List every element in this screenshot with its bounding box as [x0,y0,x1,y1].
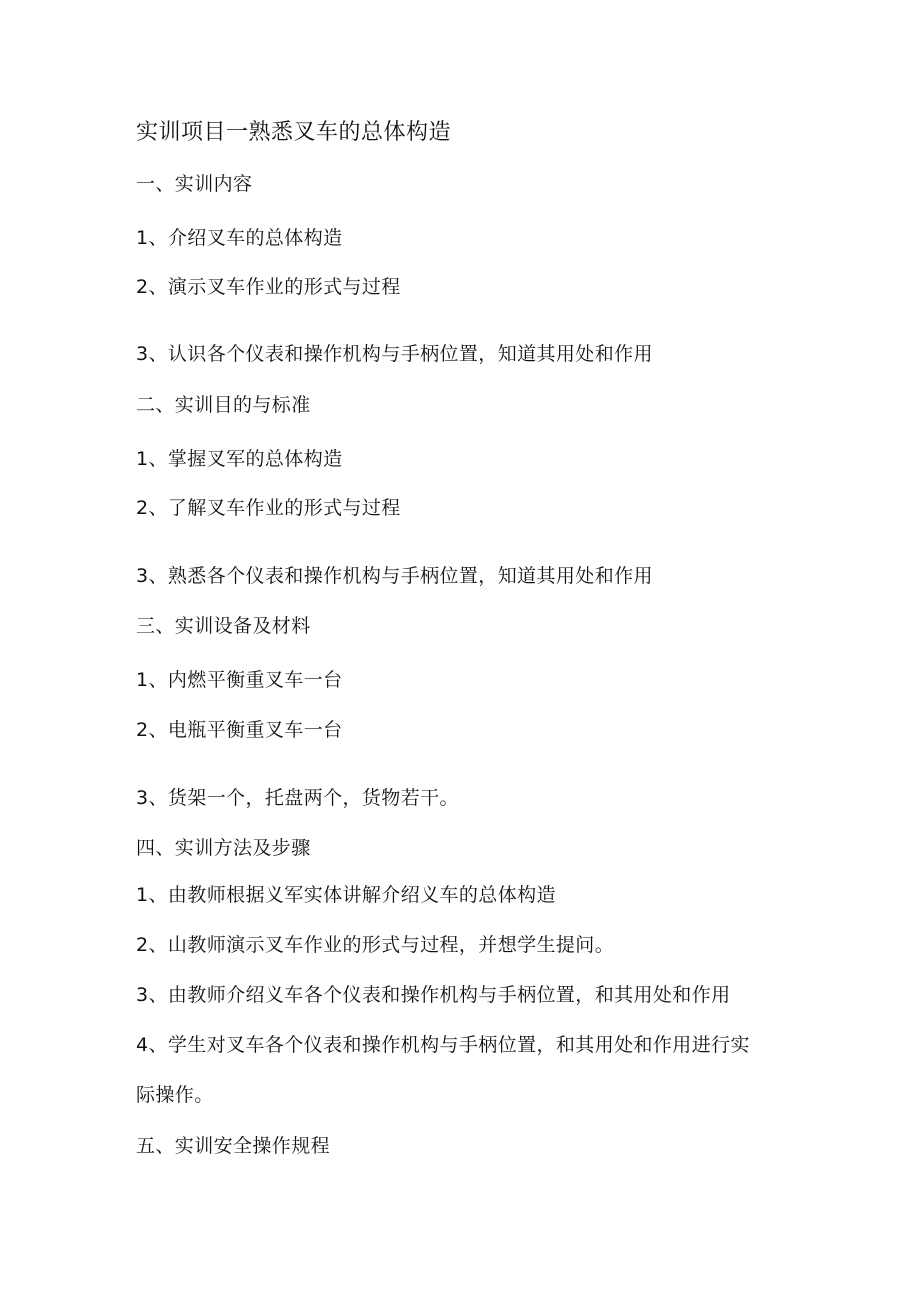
section-1-item-3: 3、认识各个仪表和操作机构与手柄位置，知道其用处和作用 [136,343,653,365]
section-heading-5: 五、实训安全操作规程 [136,1135,331,1157]
section-4-item-1: 1、由教师根据义军实体讲解介绍义车的总体构造 [136,884,556,906]
section-3-item-2: 2、电瓶平衡重叉车一台 [136,719,343,741]
section-4-item-3: 3、由教师介绍义车各个仪表和操作机构与手柄位置，和其用处和作用 [136,984,731,1006]
section-3-item-3: 3、货架一个，托盘两个，货物若干。 [136,787,459,809]
section-4-item-4: 4、学生对叉车各个仪表和操作机构与手柄位置，和其用处和作用进行实 [136,1034,750,1056]
section-2-item-1: 1、掌握叉军的总体构造 [136,448,343,470]
section-2-item-2: 2、了解叉车作业的形式与过程 [136,497,401,519]
section-heading-2: 二、实训目的与标准 [136,394,311,416]
section-heading-1: 一、实训内容 [136,173,253,195]
section-4-item-4-continuation: 际操作。 [136,1084,214,1106]
section-3-item-1: 1、内燃平衡重叉车一台 [136,669,343,691]
section-1-item-2: 2、演示叉车作业的形式与过程 [136,276,401,298]
section-heading-4: 四、实训方法及步骤 [136,837,311,859]
section-1-item-1: 1、介绍叉车的总体构造 [136,227,343,249]
section-2-item-3: 3、熟悉各个仪表和操作机构与手柄位置，知道其用处和作用 [136,565,653,587]
document-title: 实训项目一熟悉叉车的总体构造 [136,120,452,145]
section-4-item-2: 2、山教师演示叉车作业的形式与过程，并想学生提问。 [136,934,615,956]
section-heading-3: 三、实训设备及材料 [136,615,311,637]
